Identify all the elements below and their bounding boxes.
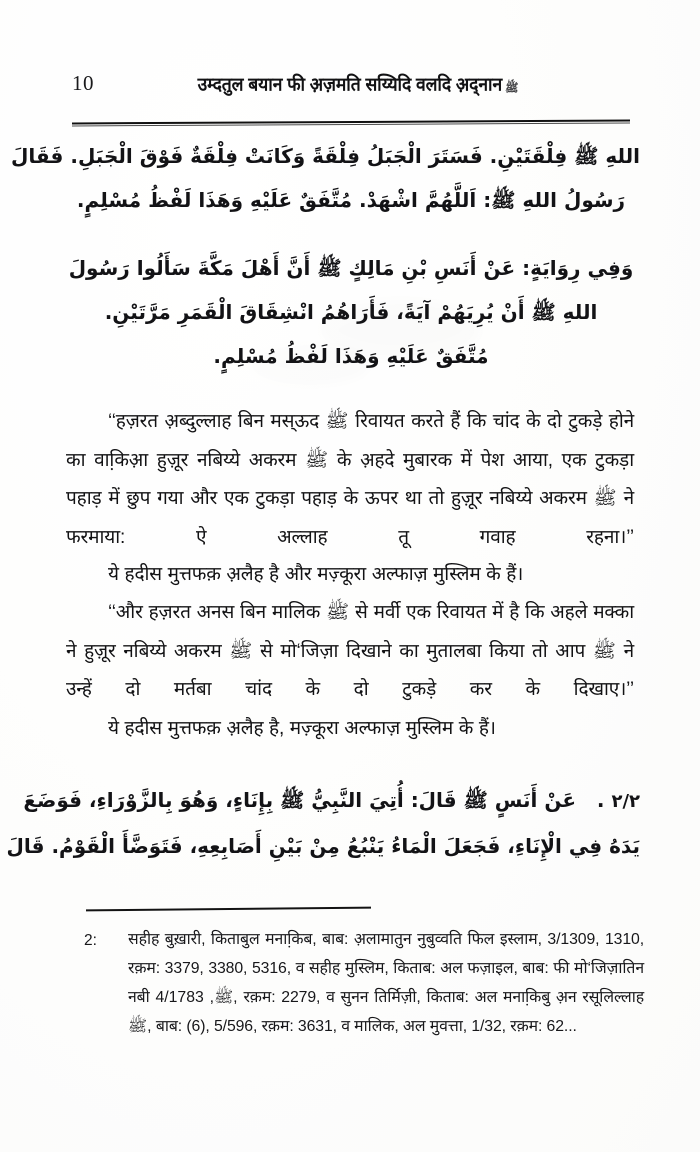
body-paragraph-3: [66, 594, 634, 710]
paragraph-text: ‘‘और हज़रत अनस बिन मालिक ﷺ से मर्वी एक रिवायत में है कि अहले मक्का ने हुज़ूर नबिय्ये अकरम ﷺ से मो‘जिज़ा दिखाने का मुतालबा किया तो आप ﷺ ने उन्हें दो मर्तबा चांद के दो टुकड़े कर के दिखाए।’’: [66, 602, 634, 700]
body-paragraph-1: [66, 403, 634, 557]
arabic-line-numbered: ٢/٢ . عَنْ أَنَسٍ ﷺ قَالَ: أُتِيَ النَّبِيُّ ﷺ بِإِنَاءٍ، وَهُوَ بِالزَّوْرَاءِ، فَوَضَعَ: [23, 788, 640, 812]
header-title-text: उम्दतुल बयान फी अ़ज़मति सय्यिदि वलदि अ़द्नान: [197, 73, 503, 95]
salawat-icon: ﷺ: [505, 81, 519, 95]
body-paragraph-2: [66, 556, 634, 595]
header-title: [94, 71, 628, 96]
running-header: [72, 72, 628, 114]
arabic-line-text: عَنْ أَنَسٍ ﷺ قَالَ: أُتِيَ النَّبِيُّ ﷺ بِإِنَاءٍ، وَهُوَ بِالزَّوْرَاءِ، فَوَضَعَ: [23, 788, 576, 812]
paragraph-text: ये हदीस मुत्तफक़ अ़लैह है और मज़्कूरा अल्फाज़ मुस्लिम के हैं।: [108, 564, 524, 585]
arabic-line: وَفِي رِوَايَةٍ: عَنْ أَنَسِ بْنِ مَالِكٍ ﷺ أَنَّ أَهْلَ مَكَّةَ سَأَلُوا رَسُولَ: [68, 256, 634, 280]
arabic-line: رَسُولُ اللهِ ﷺ: اَللَّهُمَّ اشْهَدْ. مُتَّفَقٌ عَلَيْهِ وَهَذَا لَفْظُ مُسْلِمٍ.: [76, 188, 626, 212]
paragraph-text: ये हदीस मुत्तफक़ अ़लैह है, मज़्कूरा अल्फाज़ मुस्लिम के हैं।: [108, 718, 496, 739]
footnote-divider: [86, 907, 371, 912]
page-number: 10: [72, 71, 94, 95]
arabic-passage-3: [6, 778, 640, 868]
footnote-marker: 2:: [84, 932, 97, 949]
arabic-line: اللهِ ﷺ أَنْ يُرِيَهُمْ آيَةً، فَأَرَاهُمُ انْشِقَاقَ الْقَمَرِ مَرَّتَيْنِ.: [104, 300, 598, 324]
arabic-passage-1: [11, 134, 640, 222]
arabic-line: يَدَهُ فِي الْإِنَاءِ، فَجَعَلَ الْمَاءُ يَنْبُعُ مِنْ بَيْنِ أَصَابِعِهِ، فَتَوَضَّأَ الْقَوْمُ. قَالَ: [6, 834, 640, 858]
arabic-line: مُتَّفَقٌ عَلَيْهِ وَهَذَا لَفْظُ مُسْلِمٍ.: [213, 344, 489, 368]
hadith-number: ٢/٢: [611, 791, 640, 812]
header-divider: [72, 120, 630, 128]
arabic-passage-2: [62, 246, 640, 378]
body-paragraph-4: [66, 710, 634, 749]
footnote-text: सहीह बुख़ारी, किताबुल मनाकि़ब, बाब: अ़लामातुन नुबुव्वति फिल इस्लाम, 3/1309, 1310, रक़म: 3379, 3380, 5316, व सहीह मुस्लिम, किताब: अल फज़ाइल, बाब: फी मो‘जिज़ातिन नबी ﷺ, 4/1783, रक़म: 2279, व सुनन तिर्मिज़ी, किताब: अल मनाकि़बु अ़न रसूलिल्लाह ﷺ, बाब: (6), 5/596, रक़म: 3631, व मालिक, अल मुवत्ता, 1/32, रक़म: 62...: [128, 931, 644, 1035]
paragraph-text: ‘‘हज़रत अ़ब्दुल्लाह बिन मस्ऊद ﷺ रिवायत करते हैं कि चांद के दो टुकड़े होने का वाकि़आ़ हुज़ूर नबिय्ये अकरम ﷺ के अ़हदे मुबारक में पेश आया, एक टुकड़ा पहाड़ में छुप गया और एक टुकड़ा पहाड़ के ऊपर था तो हुज़ूर नबिय्ये अकरम ﷺ ने फरमाया: ऐ अल्लाह तू गवाह रहना।’’: [66, 411, 635, 548]
arabic-line: اللهِ ﷺ فِلْقَتَيْنِ. فَسَتَرَ الْجَبَلُ فِلْقَةً وَكَانَتْ فِلْقَةٌ فَوْقَ الْجَبَلِ. فَقَالَ: [11, 144, 640, 168]
footnote: [84, 925, 644, 1041]
